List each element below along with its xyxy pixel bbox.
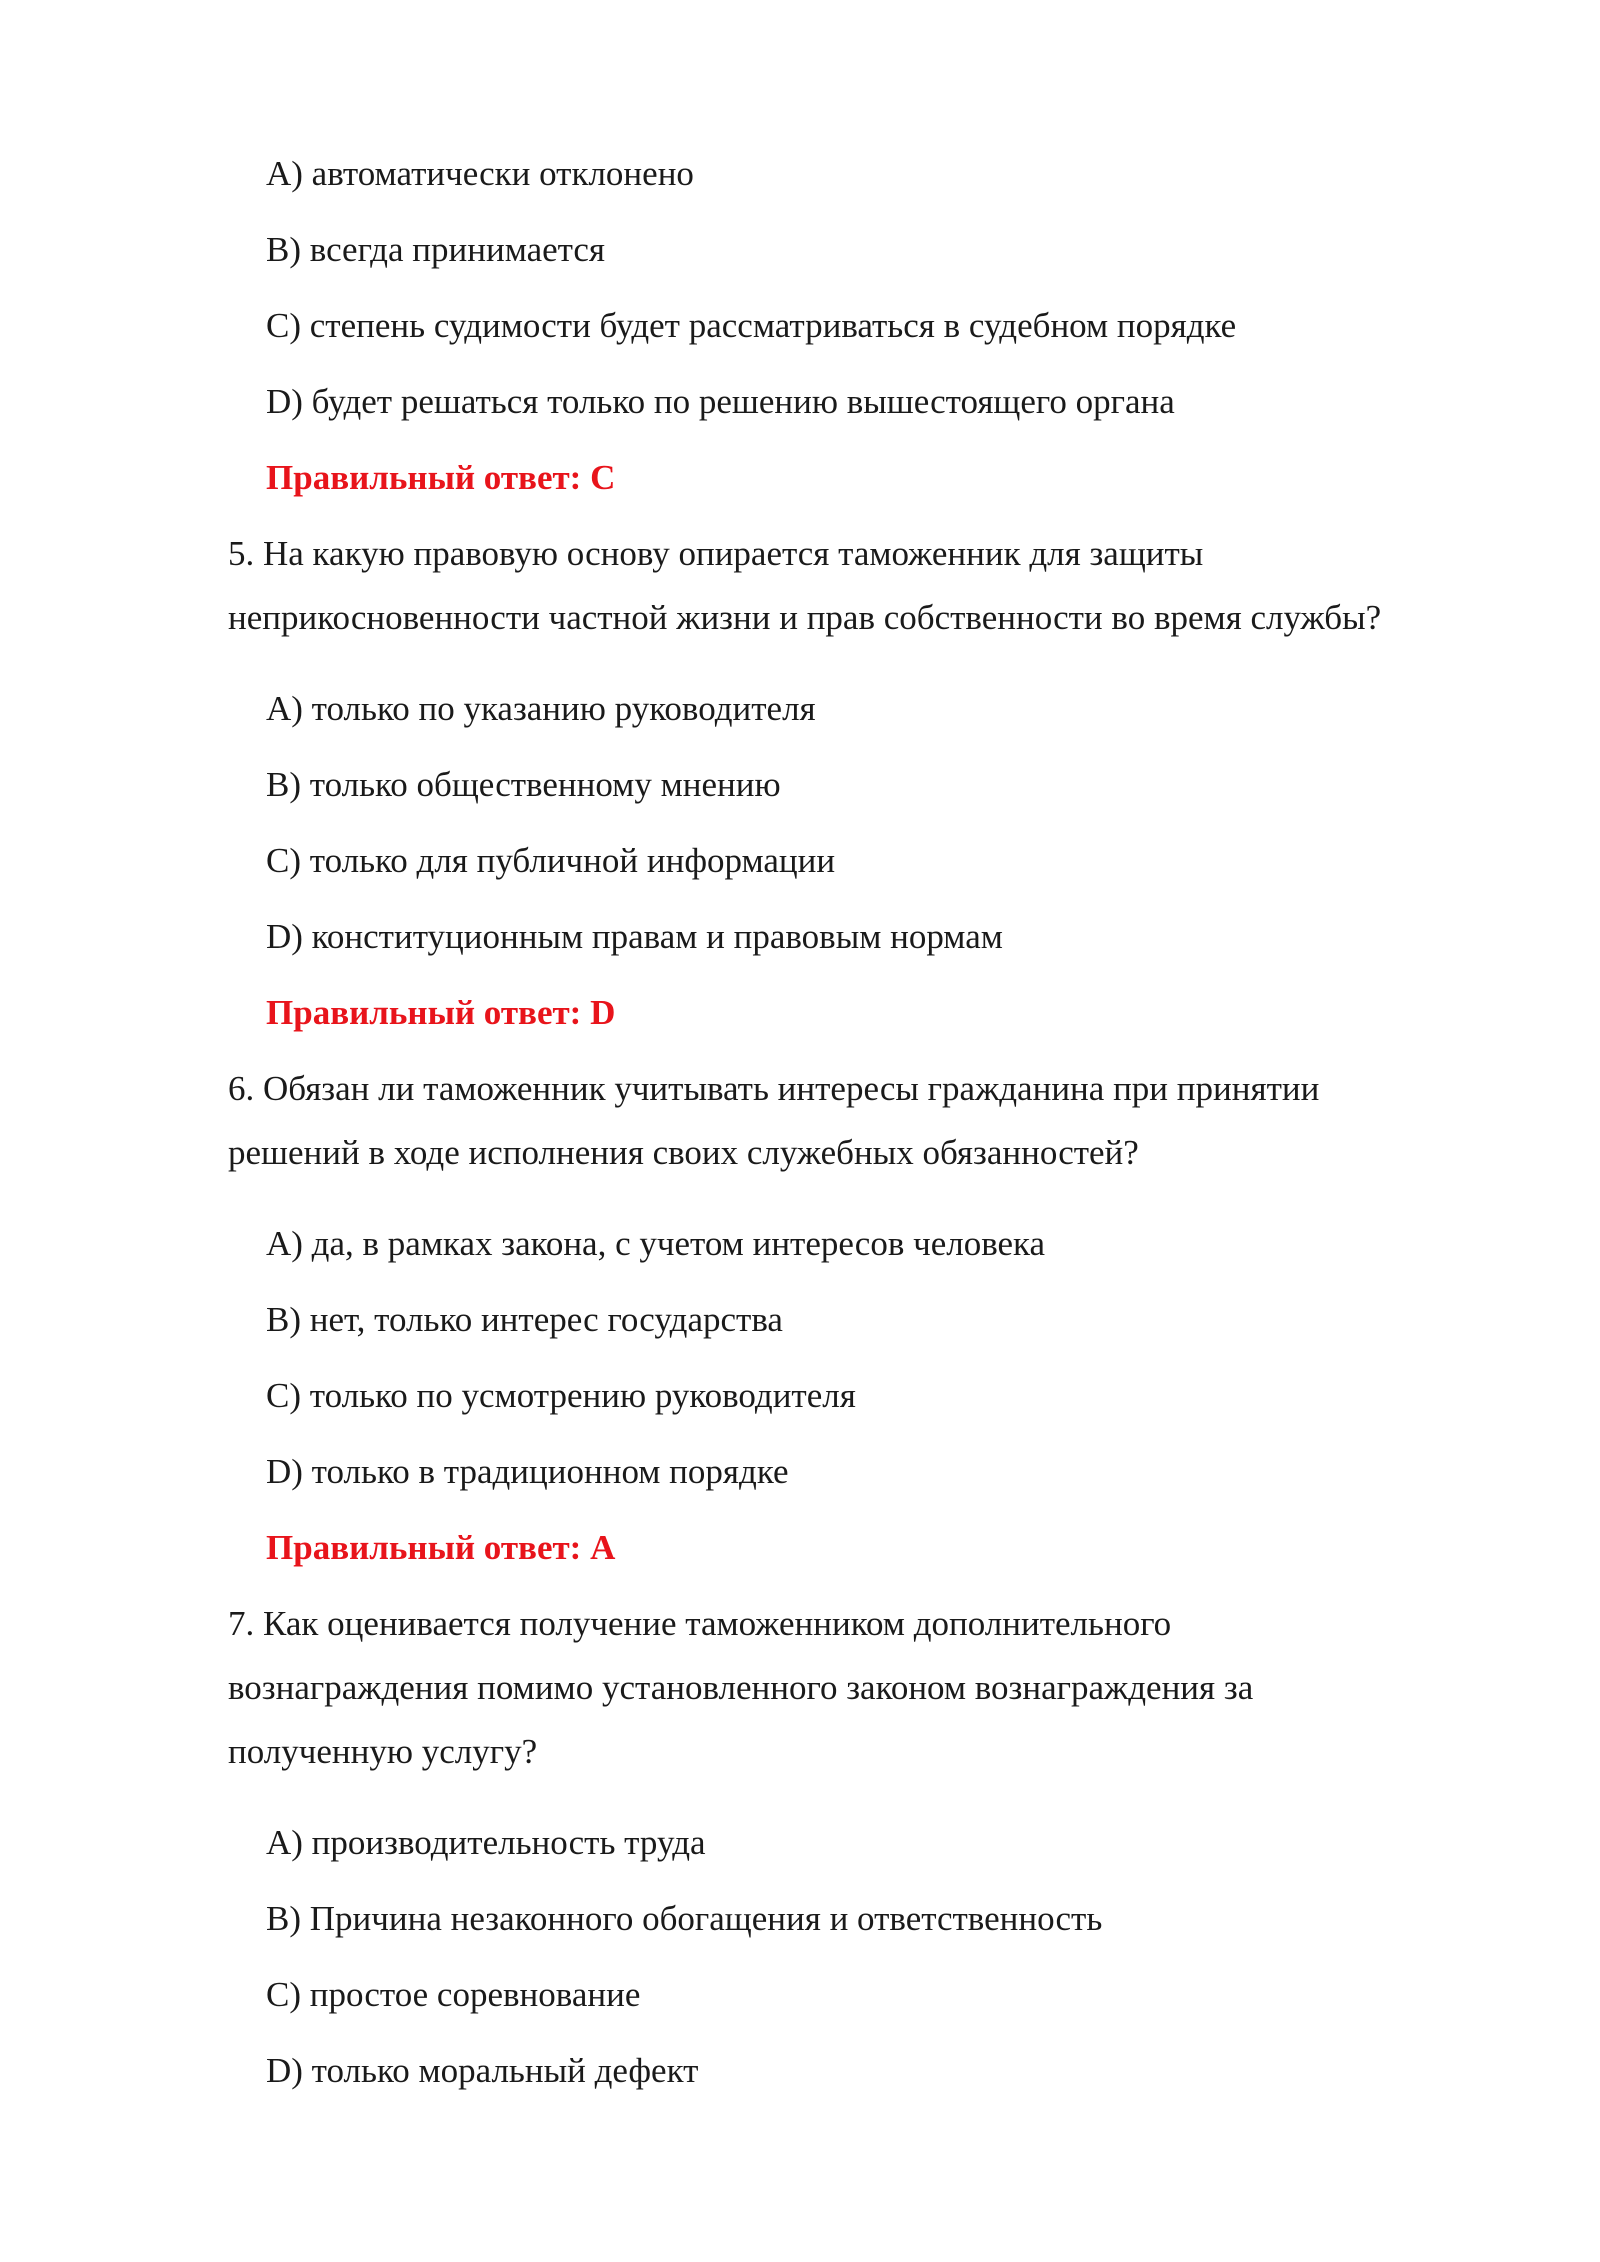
option-b: B) нет, только интерес государства	[266, 1300, 783, 1339]
option-d: D) конституционным правам и правовым нормам	[266, 917, 1003, 956]
question-text: 5. На какую правовую основу опирается таможенник для защиты	[228, 534, 1204, 573]
option-c: C) простое соревнование	[266, 1975, 641, 2014]
option-a: A) только по указанию руководителя	[266, 689, 816, 728]
option-c: C) степень судимости будет рассматриваться в судебном порядке	[266, 306, 1237, 345]
correct-answer: Правильный ответ: A	[266, 1528, 616, 1567]
option-b: B) Причина незаконного обогащения и ответственность	[266, 1899, 1103, 1938]
question-text: полученную услугу?	[228, 1732, 538, 1771]
option-d: D) только в традиционном порядке	[266, 1452, 789, 1491]
question-text: 6. Обязан ли таможенник учитывать интересы гражданина при принятии	[228, 1069, 1320, 1108]
option-b: B) только общественному мнению	[266, 765, 781, 804]
question-text: вознаграждения помимо установленного законом вознаграждения за	[228, 1668, 1254, 1707]
option-d: D) только моральный дефект	[266, 2051, 699, 2090]
option-a: A) производительность труда	[266, 1823, 706, 1862]
question-text: 7. Как оценивается получение таможенником дополнительного	[228, 1604, 1172, 1643]
option-c: C) только по усмотрению руководителя	[266, 1376, 856, 1415]
correct-answer: Правильный ответ: D	[266, 993, 616, 1032]
correct-answer: Правильный ответ: C	[266, 458, 616, 497]
option-d: D) будет решаться только по решению вышестоящего органа	[266, 382, 1175, 421]
question-text: неприкосновенности частной жизни и прав собственности во время службы?	[228, 598, 1382, 637]
option-b: B) всегда принимается	[266, 230, 606, 269]
option-c: C) только для публичной информации	[266, 841, 836, 880]
option-a: A) автоматически отклонено	[266, 154, 694, 193]
question-text: решений в ходе исполнения своих служебных обязанностей?	[228, 1133, 1139, 1172]
option-a: A) да, в рамках закона, с учетом интересов человека	[266, 1224, 1046, 1263]
